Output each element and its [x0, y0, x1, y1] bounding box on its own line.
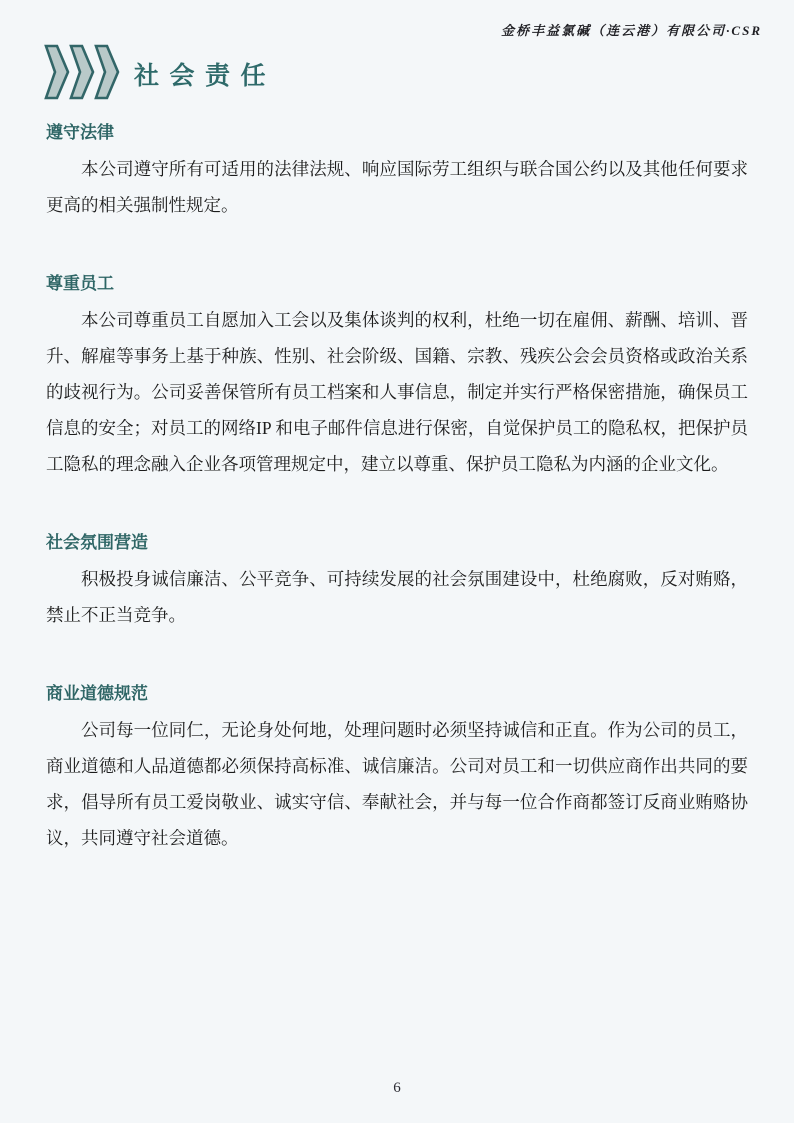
section-paragraph: 本公司尊重员工自愿加入工会以及集体谈判的权利，杜绝一切在雇佣、薪酬、培训、晋升、解雇等事务上基于种族、性别、社会阶级、国籍、宗教、残疾公会会员资格或政治关系的歧视行为。公司妥善保管所有员工档案和人事信息，制定并实行严格保密措施，确保员工信息的安全；对员工的网络IP 和电子邮件信息进行保密，自觉保护员工的隐私权，把保护员工隐私的理念融入企业各项管理规定中，建立以尊重、保护员工隐私为内涵的企业文化。	[46, 310, 748, 474]
section-respect-employees	[46, 269, 748, 482]
section-heading: 尊重员工	[46, 274, 114, 293]
title-row	[44, 44, 276, 100]
section-comply-law	[46, 118, 748, 223]
page-header	[0, 20, 762, 40]
section-paragraph: 本公司遵守所有可适用的法律法规、响应国际劳工组织与联合国公约以及其他任何要求更高的相关强制性规定。	[46, 159, 748, 215]
section-business-ethics	[46, 679, 748, 856]
section-heading: 社会氛围营造	[46, 533, 148, 552]
page-footer	[0, 1079, 794, 1097]
chevron-triple-icon	[44, 44, 120, 100]
company-name-header: 金桥丰益氯碱（连云港）有限公司·CSR	[501, 23, 762, 38]
section-social-atmosphere	[46, 528, 748, 633]
section-paragraph: 积极投身诚信廉洁、公平竞争、可持续发展的社会氛围建设中，杜绝腐败，反对贿赂，禁止不正当竞争。	[46, 569, 748, 625]
section-heading: 商业道德规范	[46, 684, 148, 703]
content-area	[46, 118, 748, 902]
page-number: 6	[393, 1080, 401, 1096]
section-paragraph: 公司每一位同仁，无论身处何地，处理问题时必须坚持诚信和正直。作为公司的员工，商业道德和人品道德都必须保持高标准、诚信廉洁。公司对员工和一切供应商作出共同的要求，倡导所有员工爱岗敬业、诚实守信、奉献社会，并与每一位合作商都签订反商业贿赂协议，共同遵守社会道德。	[46, 720, 748, 848]
section-heading: 遵守法律	[46, 123, 114, 142]
page-title: 社会责任	[134, 62, 277, 90]
